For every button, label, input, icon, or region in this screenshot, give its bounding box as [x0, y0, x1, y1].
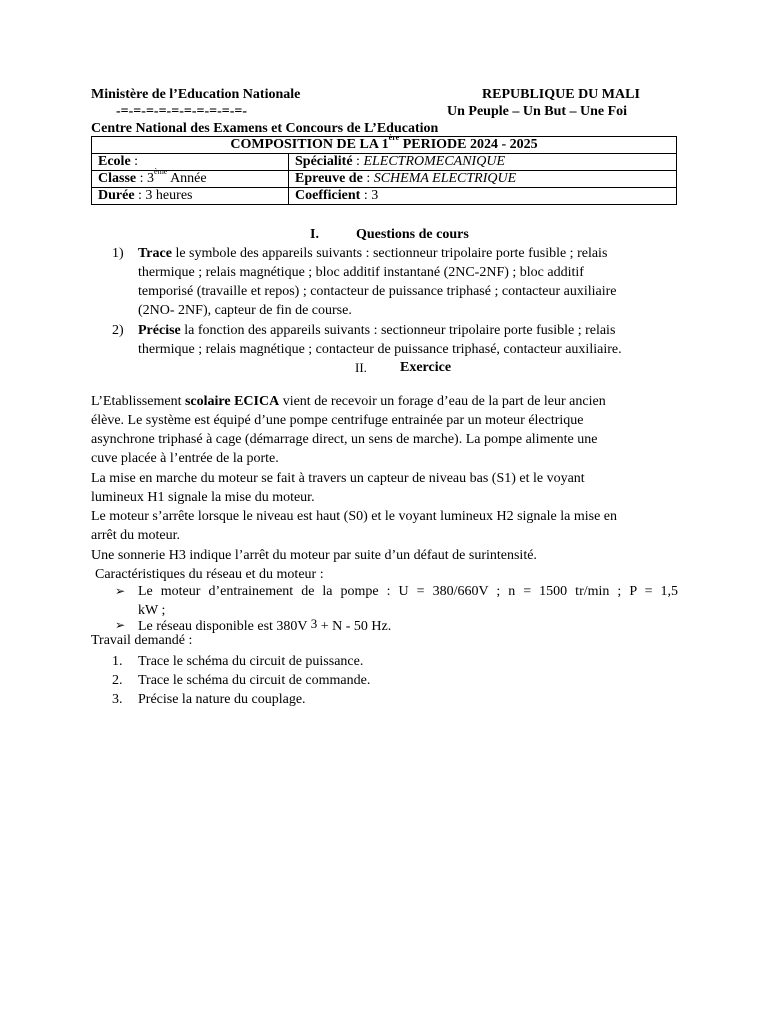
coefficient-cell: Coefficient : 3: [289, 188, 677, 205]
exam-centre-name: Centre National des Examens et Concours de L’Education: [91, 121, 439, 136]
question1-text: Trace le symbole des appareils suivants : sectionneur tripolaire porte fusible ; relais thermique ; relais magnétique ; bloc additif instantané (2NC-2NF) ; bloc additif temporisé (travaille et repos) ; contacteur de puissance triphasé ; contacteur auxiliaire (2NO- 2NF), capteur de fin de course.: [138, 246, 617, 318]
task1-text: Trace le schéma du circuit de puissance.: [138, 654, 364, 669]
separator-dashes: -=-=-=-=-=-=-=-=-=-=-: [116, 104, 248, 119]
table-row: [92, 171, 677, 188]
arrow-bullet-icon: ➢: [115, 584, 126, 598]
section2-title: Exercice: [400, 360, 452, 375]
task2-number: 2.: [112, 673, 123, 688]
republic-name: REPUBLIQUE DU MALI: [482, 87, 640, 102]
national-motto: Un Peuple – Un But – Une Foi: [447, 104, 628, 119]
exam-info-table: [91, 133, 677, 205]
exercise-paragraph-3: Le moteur s’arrête lorsque le niveau est haut (S0) et le voyant lumineux H2 signale la mise en arrêt du moteur.: [91, 509, 618, 543]
task1-number: 1.: [112, 654, 123, 669]
question2-number: 2): [112, 323, 124, 338]
task3-number: 3.: [112, 692, 123, 707]
section1-title: Questions de cours: [356, 227, 469, 242]
task3-text: Précise la nature du couplage.: [138, 692, 306, 707]
network-characteristics: Le réseau disponible est 380V 3 + N - 50 Hz.: [138, 616, 392, 634]
section1-numeral: I.: [310, 227, 319, 242]
specialite-cell: Spécialité : ELECTROMECANIQUE: [289, 154, 677, 171]
arrow-bullet-icon: ➢: [115, 618, 126, 632]
task2-text: Trace le schéma du circuit de commande.: [138, 673, 371, 688]
question1-number: 1): [112, 246, 124, 261]
table-row: [92, 137, 677, 154]
exam-title: COMPOSITION DE LA 1ère PERIODE 2024 - 2025: [92, 137, 677, 154]
duree-cell: Durée : 3 heures: [92, 188, 289, 205]
ecole-cell: Ecole :: [92, 154, 289, 171]
ministry-name: Ministère de l’Education Nationale: [91, 87, 301, 102]
classe-cell: Classe : 3ème Année: [92, 171, 289, 188]
characteristics-heading: Caractéristiques du réseau et du moteur :: [95, 567, 324, 582]
exercise-paragraph-1: L’Etablissement scolaire ECICA vient de recevoir un forage d’eau de la part de leur ancien élève. Le système est équipé d’une pompe centrifuge entrainée par un moteur électrique asynchrone triphasé à cage (démarrage direct, un sens de marche). La pompe alimente une cuve placée à l’entrée de la porte.: [91, 394, 606, 466]
table-row: [92, 188, 677, 205]
exercise-paragraph-4: Une sonnerie H3 indique l’arrêt du moteur par suite d’un défaut de surintensité.: [91, 548, 537, 563]
work-requested-heading: Travail demandé :: [91, 633, 193, 648]
epreuve-cell: Epreuve de : SCHEMA ELECTRIQUE: [289, 171, 677, 188]
question2-text: Précise la fonction des appareils suivants : sectionneur tripolaire porte fusible ; relais thermique ; relais magnétique ; contacteur de puissance triphasé, contacteur auxiliaire.: [138, 323, 622, 357]
motor-characteristics: Le moteur d’entrainement de la pompe : U = 380/660V ; n = 1500 tr/min ; P = 1,5 kW ;: [138, 584, 678, 618]
exercise-paragraph-2: La mise en marche du moteur se fait à travers un capteur de niveau bas (S1) et le voyant lumineux H1 signale la mise du moteur.: [91, 471, 585, 505]
table-row: [92, 154, 677, 171]
section2-numeral: II.: [355, 360, 367, 375]
